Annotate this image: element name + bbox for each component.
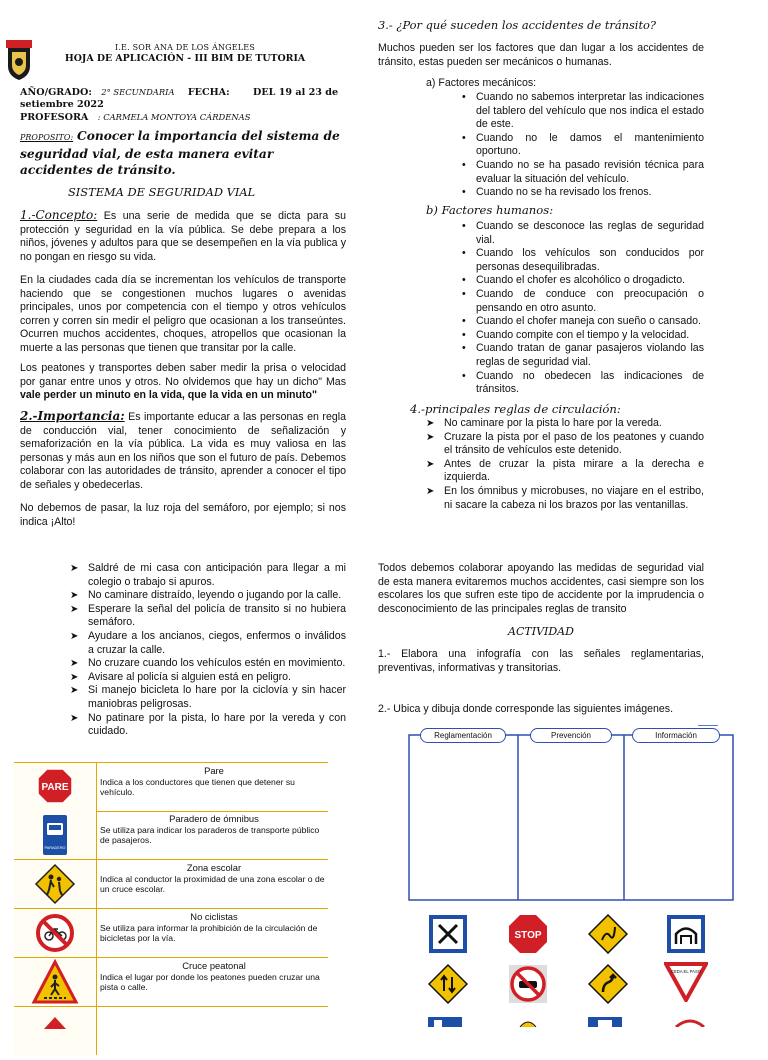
sign-image bbox=[14, 909, 97, 957]
list-item: • Cuando no sabemos interpretar las indicaciones del tablero del vehículo que nos indica el estado de este. bbox=[456, 91, 704, 132]
list-item: • Cuando el chofer es alcohólico o drogadicto. bbox=[456, 274, 704, 288]
purpose-text: Conocer la importancia del sistema de seguridad vial, de esta manera evitar accidentes de tránsito. bbox=[20, 129, 340, 177]
bus-stop-icon bbox=[14, 811, 96, 859]
column-header-prevencion: Prevención bbox=[530, 728, 612, 743]
sign-desc: Se utiliza para informar la prohibición de la circulación de bicicletas por la vía. bbox=[100, 923, 318, 944]
sign-image bbox=[14, 1007, 97, 1055]
header-info bbox=[20, 86, 350, 124]
column-header-reglamentacion: Reglamentación bbox=[420, 728, 506, 743]
table-row bbox=[14, 909, 328, 958]
list-item: ➤ No patinare por la pista, lo hare por la vereda y con cuidado. bbox=[70, 712, 346, 739]
saying-bold: vale perder un minuto en la vida, que la vida en un minuto" bbox=[20, 389, 317, 402]
date-label: FECHA: bbox=[187, 87, 230, 98]
list-item: ➤ En los ómnibus y microbuses, no viajare en el estribo, ni sacare la cabeza ni los brazos por las ventanillas. bbox=[426, 485, 704, 512]
yield-sign-icon bbox=[664, 962, 704, 1002]
list-item: ➤ Antes de cruzar la pista mirare a la derecha e izquierda. bbox=[426, 458, 704, 485]
list-item: • Cuando compite con el tiempo y la velocidad. bbox=[456, 329, 704, 343]
sign-desc: Indica el lugar por donde los peatones pueden cruzar una pista o calle. bbox=[100, 972, 320, 993]
importance-label: 2.-Importancia: bbox=[20, 409, 125, 423]
mech-title: a) Factores mecánicos: bbox=[426, 77, 537, 89]
activity-title: ACTIVIDAD bbox=[508, 625, 574, 638]
purpose bbox=[20, 128, 350, 178]
sign-title: Paradero de ómnibus bbox=[169, 813, 259, 824]
list-item: • Cuando el chofer maneja con sueño o cansado. bbox=[456, 315, 704, 329]
list-item: • Cuando de conduce con preocupación o pensando en otro asunto. bbox=[456, 288, 704, 315]
table-row bbox=[14, 811, 328, 860]
list-item: • Cuando no le damos el mantenimiento oportuno. bbox=[456, 132, 704, 159]
slippery-road-sign-icon bbox=[588, 914, 628, 954]
list-item: • Cuando se desconoce las reglas de seguridad vial. bbox=[456, 220, 704, 247]
rules-title: 4.-principales reglas de circulación: bbox=[410, 402, 621, 416]
sign-image bbox=[14, 860, 97, 908]
sign-title: No ciclistas bbox=[190, 911, 238, 922]
svg-text:CEDA EL PASO: CEDA EL PASO bbox=[670, 969, 702, 974]
date-value: DEL 19 al 23 de bbox=[253, 87, 339, 98]
purpose-label: PROPOSITO: bbox=[20, 133, 74, 142]
list-item: ➤ No caminare por la pista lo hare por la vereda. bbox=[426, 417, 704, 431]
activity-2: 2.- Ubica y dibuja donde corresponde las siguientes imágenes. bbox=[378, 703, 674, 715]
table-row bbox=[14, 958, 328, 1007]
list-item: ➤ No cruzare cuando los vehículos estén en movimiento. bbox=[70, 657, 346, 671]
list-item: ➤ No caminare distraído, leyendo o jugando por la calle. bbox=[70, 589, 346, 603]
traffic-paragraph: En la ciudades cada día se incrementan los vehículos de transporte haciendo que se congestionen muchos lugares o avenidas principales, unos por competencia con el tiempo y otros vehículos corren y corren sin medir el peligro que ocasionan a los transeúntes. Ocurren muchos accidentes, choques, atropellos que ocasionan la muerte a las personas que tienen que transitar por la calle. bbox=[20, 274, 346, 354]
svg-text:PARE: PARE bbox=[41, 782, 69, 793]
q3-title: 3.- ¿Por qué suceden los accidentes de tránsito? bbox=[378, 18, 656, 32]
table-row bbox=[14, 860, 328, 909]
tips-list bbox=[70, 562, 346, 739]
classification-board bbox=[408, 725, 734, 901]
table-row bbox=[14, 1007, 328, 1055]
saying-text: Los peatones y transportes deben saber medir la prisa o velocidad por ganar entre unos y otros. No olvidemos que hay un dicho" Mas bbox=[20, 362, 346, 388]
svg-text:STOP: STOP bbox=[514, 930, 542, 941]
concept-paragraph bbox=[20, 209, 346, 264]
no-bicycles-icon bbox=[14, 909, 96, 957]
column-header-informacion: Información bbox=[632, 728, 720, 743]
sign-desc: Se utiliza para indicar los paraderos de transporte público de pasajeros. bbox=[100, 825, 320, 846]
importance-paragraph bbox=[20, 410, 346, 493]
list-item: • Cuando no se ha pasado revisión técnica para evaluar la situación del vehículo. bbox=[456, 159, 704, 186]
concept-label: 1.-Concepto: bbox=[20, 208, 98, 222]
concept-text: Es una serie de medida que se dicta para su protección y seguridad en la vía pública. Se debe prepara a los niños, jóvenes y adultos para que se desempeñen en la vía publica y no pongan en riesgo su vida. bbox=[20, 210, 346, 263]
grade-label: AÑO/GRADO: bbox=[20, 87, 92, 98]
no-car-sign-icon bbox=[508, 964, 548, 1004]
sign-image bbox=[14, 958, 97, 1006]
sign-title: Pare bbox=[204, 765, 224, 776]
list-item: • Cuando no se ha revisado los frenos. bbox=[456, 186, 704, 200]
pedestrian-crossing-icon bbox=[14, 958, 96, 1006]
list-item: ➤ Cruzare la pista por el paso de los peatones y cuando el tránsito de vehículos este detenido. bbox=[426, 431, 704, 458]
main-title: SISTEMA DE SEGURIDAD VIAL bbox=[68, 185, 256, 199]
list-item: ➤ Esperare la señal del policía de transito si no hubiera semáforo. bbox=[70, 603, 346, 630]
curve-sign-icon bbox=[588, 964, 628, 1004]
mech-list bbox=[456, 91, 704, 200]
human-title: b) Factores humanos: bbox=[426, 203, 554, 217]
table-row bbox=[14, 762, 328, 812]
sign-image bbox=[14, 763, 97, 811]
two-way-traffic-sign-icon bbox=[428, 964, 468, 1004]
x-square-sign-icon bbox=[428, 914, 468, 954]
partial-sign-icon bbox=[14, 1007, 96, 1055]
grade-value: 2° SECUNDARIA bbox=[101, 87, 175, 97]
school-zone-icon bbox=[14, 860, 96, 908]
stop-octagon-icon bbox=[508, 914, 548, 954]
sign-title: Cruce peatonal bbox=[182, 960, 246, 971]
sign-title: Zona escolar bbox=[186, 862, 242, 873]
list-item: ➤ Avisare al policía si alguien está en peligro. bbox=[70, 671, 346, 685]
school-logo bbox=[6, 40, 32, 80]
list-item: • Cuando no obedecen las indicaciones de tránsitos. bbox=[456, 370, 704, 397]
q3-intro: Muchos pueden ser los factores que dan lugar a los accidentes de tránsito, estas pueden ser mecánicos o humanas. bbox=[378, 42, 704, 68]
teacher-value: : CARMELA MONTOYA CÁRDENAS bbox=[97, 112, 251, 122]
activity-1: 1.- Elabora una infografía con las señales reglamentarias, preventivas, informativas y transitorias. bbox=[378, 648, 704, 674]
list-item: • Cuando tratan de ganar pasajeros violando las reglas de seguridad vial. bbox=[456, 342, 704, 369]
tunnel-sign-icon bbox=[666, 914, 706, 954]
list-item: ➤ Si manejo bicicleta lo hare por la ciclovía y sin hacer maniobras peligrosas. bbox=[70, 684, 346, 711]
sign-desc: Indica a los conductores que tienen que detener su vehículo. bbox=[100, 777, 295, 798]
red-light-paragraph: No debemos de pasar, la luz roja del semáforo, por ejemplo; si nos indica ¡Alto! bbox=[20, 502, 346, 528]
saying-paragraph bbox=[20, 362, 346, 403]
list-item: ➤ Saldré de mi casa con anticipación para llegar a mi colegio o trabajo si apuros. bbox=[70, 562, 346, 589]
sheet-title: HOJA DE APLICACIÓN - III BIM DE TUTORIA bbox=[64, 53, 306, 64]
partial-sign-row bbox=[428, 1014, 718, 1024]
school-name: I.E. SOR ANA DE LOS ÁNGELES bbox=[114, 43, 256, 52]
teacher-label: PROFESORA bbox=[20, 112, 89, 123]
stop-sign-icon bbox=[14, 763, 96, 811]
list-item: ➤ Ayudare a los ancianos, ciegos, enfermos o inválidos a cruzar la calle. bbox=[70, 630, 346, 657]
list-item: • Cuando los vehículos son conducidos por personas desequilibradas. bbox=[456, 247, 704, 274]
closing-paragraph: Todos debemos colaborar apoyando las medidas de seguridad vial de esta manera evitaremos muchos accidentes, casi siempre son los escolares los que sufren este tipo de accidente por la imprudencia o desconocimiento de las principales reglas de transito bbox=[378, 562, 704, 615]
human-list bbox=[456, 220, 704, 397]
date-value-2: setiembre 2022 bbox=[20, 99, 104, 110]
sign-desc: Indica al conductor la proximidad de una zona escolar o de un cruce escolar. bbox=[100, 874, 325, 895]
rules-list bbox=[426, 417, 704, 512]
importance-text: Es importante educar a las personas en regla de conducción vial, tener conocimiento de señalización y semaforización en la vía pública. La vida es muy valiosa en las personas y más aun en los niños que son el futuro de país. Debemos colaborar con las autoridades de tránsito, aprender a conocer el tipo de señales y obedecerlas. bbox=[20, 411, 346, 491]
sign-image bbox=[14, 811, 97, 859]
svg-text:PARADERO: PARADERO bbox=[44, 846, 66, 850]
